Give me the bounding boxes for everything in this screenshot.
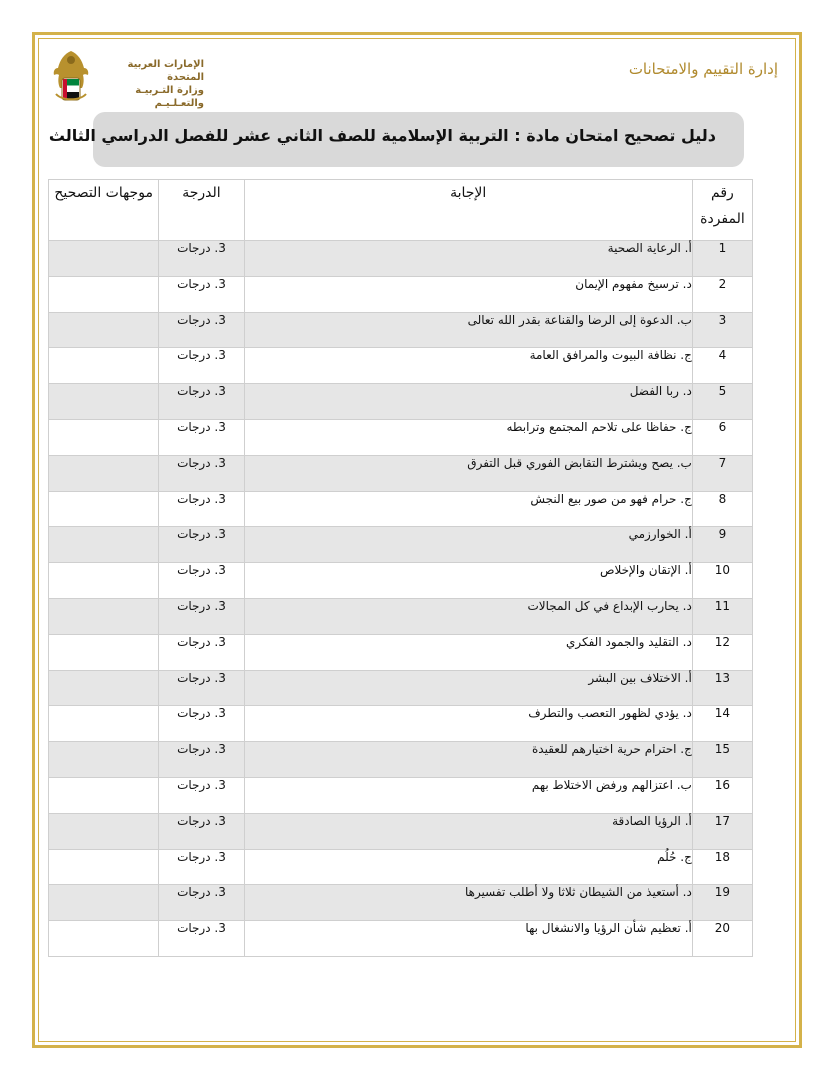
notes-cell [49, 241, 159, 277]
table-header-row [49, 180, 753, 241]
table-row [49, 706, 753, 742]
degree-cell: 3. درجات [159, 419, 244, 455]
table-row [49, 384, 753, 420]
answer-cell: د. يؤدي لظهور التعصب والتطرف [244, 706, 692, 742]
table-row [49, 491, 753, 527]
table-row [49, 885, 753, 921]
answer-cell: د. ترسيخ مفهوم الإيمان [244, 276, 692, 312]
notes-cell [49, 742, 159, 778]
answer-key-table [48, 179, 753, 957]
answer-cell: ج. حفاظا على تلاحم المجتمع وترابطه [244, 419, 692, 455]
answer-cell: أ. تعظيم شأن الرؤيا والانشغال بها [244, 921, 692, 957]
degree-cell: 3. درجات [159, 348, 244, 384]
table-row [49, 348, 753, 384]
question-number: 20 [692, 921, 752, 957]
degree-cell: 3. درجات [159, 742, 244, 778]
logo-text [96, 58, 204, 110]
degree-cell: 3. درجات [159, 598, 244, 634]
table-row [49, 312, 753, 348]
degree-cell: 3. درجات [159, 921, 244, 957]
question-number: 10 [692, 563, 752, 599]
table-row [49, 777, 753, 813]
degree-cell: 3. درجات [159, 527, 244, 563]
degree-cell: 3. درجات [159, 813, 244, 849]
answer-cell: د. التقليد والجمود الفكري [244, 634, 692, 670]
question-number: 13 [692, 670, 752, 706]
degree-cell: 3. درجات [159, 849, 244, 885]
notes-cell [49, 312, 159, 348]
question-number: 1 [692, 241, 752, 277]
answer-cell: أ. الرعاية الصحية [244, 241, 692, 277]
notes-cell [49, 491, 159, 527]
ministry-logo [50, 48, 210, 109]
answer-cell: ب. يصح ويشترط التقابض الفوري قبل التفرق [244, 455, 692, 491]
page-title: دليل تصحيح امتحان مادة : التربية الإسلامية للصف الثاني عشر للفصل الدراسي الثالث [48, 126, 716, 145]
table-row [49, 598, 753, 634]
logo-line-country: الإمارات العربية المتحدة [127, 59, 204, 83]
degree-cell: 3. درجات [159, 634, 244, 670]
table-row [49, 849, 753, 885]
table-body [49, 241, 753, 957]
degree-cell: 3. درجات [159, 563, 244, 599]
degree-cell: 3. درجات [159, 384, 244, 420]
table-row [49, 670, 753, 706]
answer-cell: ج. نظافة البيوت والمرافق العامة [244, 348, 692, 384]
header-degree: الدرجة [159, 180, 244, 241]
notes-cell [49, 813, 159, 849]
table-row [49, 634, 753, 670]
question-number: 11 [692, 598, 752, 634]
answer-cell: ج. حُلُم [244, 849, 692, 885]
answer-cell: ج. حرام فهو من صور بيع النجش [244, 491, 692, 527]
question-number: 6 [692, 419, 752, 455]
degree-cell: 3. درجات [159, 455, 244, 491]
table-row [49, 455, 753, 491]
table-row [49, 241, 753, 277]
question-number: 12 [692, 634, 752, 670]
degree-cell: 3. درجات [159, 241, 244, 277]
notes-cell [49, 921, 159, 957]
question-number: 3 [692, 312, 752, 348]
question-number: 8 [692, 491, 752, 527]
answer-cell: د. ربا الفضل [244, 384, 692, 420]
header-notes: موجهات التصحيح [49, 180, 159, 241]
answer-cell: ب. اعتزالهم ورفض الاختلاط بهم [244, 777, 692, 813]
question-number: 7 [692, 455, 752, 491]
notes-cell [49, 634, 159, 670]
degree-cell: 3. درجات [159, 777, 244, 813]
question-number: 16 [692, 777, 752, 813]
table-row [49, 921, 753, 957]
department-name: إدارة التقييم والامتحانات [628, 60, 778, 78]
title-banner [48, 112, 744, 167]
question-number: 18 [692, 849, 752, 885]
table-row [49, 742, 753, 778]
table-row [49, 813, 753, 849]
table-row [49, 419, 753, 455]
answer-cell: أ. الخوارزمي [244, 527, 692, 563]
notes-cell [49, 419, 159, 455]
degree-cell: 3. درجات [159, 491, 244, 527]
uae-emblem-icon [50, 48, 92, 104]
answer-cell: أ. الاختلاف بين البشر [244, 670, 692, 706]
degree-cell: 3. درجات [159, 276, 244, 312]
question-number: 2 [692, 276, 752, 312]
logo-line-ministry: وزارة التـربيـة والتعـلـيـم [135, 85, 204, 109]
question-number: 15 [692, 742, 752, 778]
notes-cell [49, 777, 159, 813]
table-row [49, 563, 753, 599]
answer-cell: أ. الرؤيا الصادقة [244, 813, 692, 849]
notes-cell [49, 348, 159, 384]
answer-cell: ج. احترام حرية اختيارهم للعقيدة [244, 742, 692, 778]
degree-cell: 3. درجات [159, 885, 244, 921]
notes-cell [49, 276, 159, 312]
header-number: رقم المفردة [692, 180, 752, 241]
question-number: 4 [692, 348, 752, 384]
notes-cell [49, 563, 159, 599]
notes-cell [49, 455, 159, 491]
header-answer: الإجابة [244, 180, 692, 241]
question-number: 14 [692, 706, 752, 742]
notes-cell [49, 706, 159, 742]
question-number: 19 [692, 885, 752, 921]
table-row [49, 276, 753, 312]
notes-cell [49, 598, 159, 634]
notes-cell [49, 527, 159, 563]
question-number: 9 [692, 527, 752, 563]
answer-cell: د. يحارب الإبداع في كل المجالات [244, 598, 692, 634]
answer-cell: د. أستعيذ من الشيطان ثلاثا ولا أطلب تفسيرها [244, 885, 692, 921]
degree-cell: 3. درجات [159, 706, 244, 742]
question-number: 5 [692, 384, 752, 420]
notes-cell [49, 670, 159, 706]
degree-cell: 3. درجات [159, 670, 244, 706]
answer-cell: ب. الدعوة إلى الرضا والقناعة بقدر الله تعالى [244, 312, 692, 348]
answer-cell: أ. الإتقان والإخلاص [244, 563, 692, 599]
notes-cell [49, 384, 159, 420]
notes-cell [49, 849, 159, 885]
degree-cell: 3. درجات [159, 312, 244, 348]
question-number: 17 [692, 813, 752, 849]
notes-cell [49, 885, 159, 921]
table-row [49, 527, 753, 563]
